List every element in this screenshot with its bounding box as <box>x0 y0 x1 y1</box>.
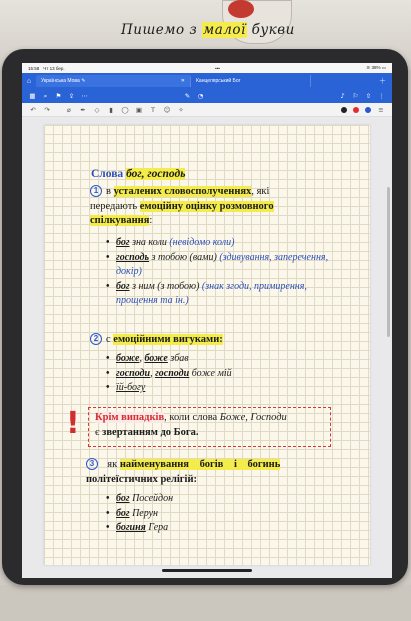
tab-bar <box>22 73 392 89</box>
list-item: • їй-богу <box>106 381 332 396</box>
highlight-phrase: емоційну оцінку розмовного <box>139 200 274 212</box>
point-1: 1 в усталених словосполученнях, які передають емоційну оцінку розмовного спілкування: <box>90 186 274 226</box>
highlight-phrase: емоційними вигуками: <box>113 334 223 345</box>
list-item: • боже, боже збав <box>106 352 332 367</box>
color-black-swatch[interactable] <box>341 107 347 113</box>
tab-label: Українська Мова ✎ <box>41 78 86 84</box>
scrollbar[interactable] <box>387 187 390 337</box>
list-item: • богиня Гера <box>106 521 332 536</box>
highlight-phrase: спілкування <box>90 215 150 226</box>
pen-mode-icon[interactable]: ✎ <box>184 92 191 100</box>
home-icon[interactable]: ⌂ <box>26 77 32 85</box>
color-red-swatch[interactable] <box>353 107 359 113</box>
background-red-object <box>228 0 254 18</box>
tablet-screen <box>22 63 392 578</box>
sticker-icon[interactable]: ☺ <box>163 105 171 114</box>
grid-icon[interactable]: ▦ <box>29 92 36 100</box>
status-time: 15:58 <box>28 65 40 71</box>
title-text-end: букви <box>246 22 295 38</box>
tab-ukrainska-mova[interactable] <box>36 75 191 87</box>
exclamation-mark: ! <box>66 406 80 441</box>
note-page[interactable] <box>44 125 370 565</box>
list-item: • бог з ним (з тобою) (знак згоди, примирення, прощення та ін.) <box>106 280 332 309</box>
bookmark-icon[interactable]: ⚑ <box>55 92 62 100</box>
title-highlight: малої <box>203 22 246 38</box>
lasso-icon[interactable]: ⌀ <box>67 105 71 114</box>
highlighter-icon[interactable]: ▮ <box>109 105 113 114</box>
callout-box: Крім випадків, коли слова Боже, Господи є звертанням до Бога. <box>88 407 331 447</box>
battery-icon: ▭ <box>381 65 386 70</box>
list-item: • господь з тобою (вами) (здивування, заперечення, докір) <box>106 251 332 280</box>
close-tab-icon[interactable]: ✕ <box>180 78 185 84</box>
undo-icon[interactable]: ↶ <box>30 105 36 114</box>
main-toolbar <box>22 89 392 103</box>
microphone-icon[interactable]: ♪ <box>340 92 345 100</box>
color-blue-swatch[interactable] <box>365 107 371 113</box>
text-icon[interactable]: T <box>151 105 155 114</box>
callout-highlight: Крім випадків <box>95 412 165 423</box>
share-icon[interactable]: ⇪ <box>68 92 75 100</box>
list-item: • бог Посейдон <box>106 492 332 507</box>
background-bottom <box>0 585 411 621</box>
drawing-toolbar <box>22 103 392 117</box>
document-area[interactable] <box>22 117 392 578</box>
read-mode-icon[interactable]: ◔ <box>197 92 204 100</box>
more-options-icon[interactable]: ⋮ <box>378 92 385 100</box>
title-text: Пишемо з <box>121 22 203 38</box>
status-date: Чт 13 бер. <box>43 65 65 71</box>
thickness-icon[interactable]: ≡ <box>378 105 384 114</box>
laser-icon[interactable]: ✧ <box>178 105 184 114</box>
list-item: • бог Перун <box>106 507 332 522</box>
search-icon[interactable]: ⌕ <box>43 91 48 100</box>
tab-label: Канцелярський Бог <box>196 78 241 84</box>
image-icon[interactable]: ▣ <box>135 105 143 114</box>
add-tab-icon[interactable]: ＋ <box>379 78 386 85</box>
heading-text: Слова <box>91 168 127 180</box>
list-item: • бог зна коли (невідомо коли) <box>106 236 332 251</box>
pen-icon[interactable]: ✒ <box>80 105 86 114</box>
export-icon[interactable]: ⇧ <box>365 92 372 100</box>
number-badge-1: 1 <box>90 185 102 197</box>
more-icon[interactable]: ⋯ <box>81 92 88 100</box>
status-bar <box>22 63 392 73</box>
heading-highlight: бог, господь <box>126 168 186 180</box>
list-item: • господи, господи боже мій <box>106 367 332 382</box>
redo-icon[interactable]: ↷ <box>44 105 50 114</box>
bookmark-page-icon[interactable]: ⚐ <box>352 92 359 100</box>
point-3: 3 як найменування богів і богинь політеїстичних релігій: <box>86 459 281 485</box>
wifi-icon: ≋ <box>366 65 371 70</box>
shape-icon[interactable]: ◯ <box>121 105 129 114</box>
number-badge-2: 2 <box>90 333 102 345</box>
eraser-icon[interactable]: ◇ <box>94 105 100 114</box>
highlight-phrase: найменування богів і богинь <box>119 459 281 470</box>
home-indicator[interactable] <box>162 569 252 572</box>
tab-kantseliarskyi-boh[interactable] <box>191 75 311 87</box>
number-badge-3: 3 <box>86 458 98 470</box>
point-2: 2 с емоційними вигуками: <box>90 333 223 348</box>
status-dots: ••• <box>215 65 220 71</box>
highlight-phrase: усталених словосполученнях <box>113 186 252 197</box>
status-battery: 38% <box>371 65 381 70</box>
